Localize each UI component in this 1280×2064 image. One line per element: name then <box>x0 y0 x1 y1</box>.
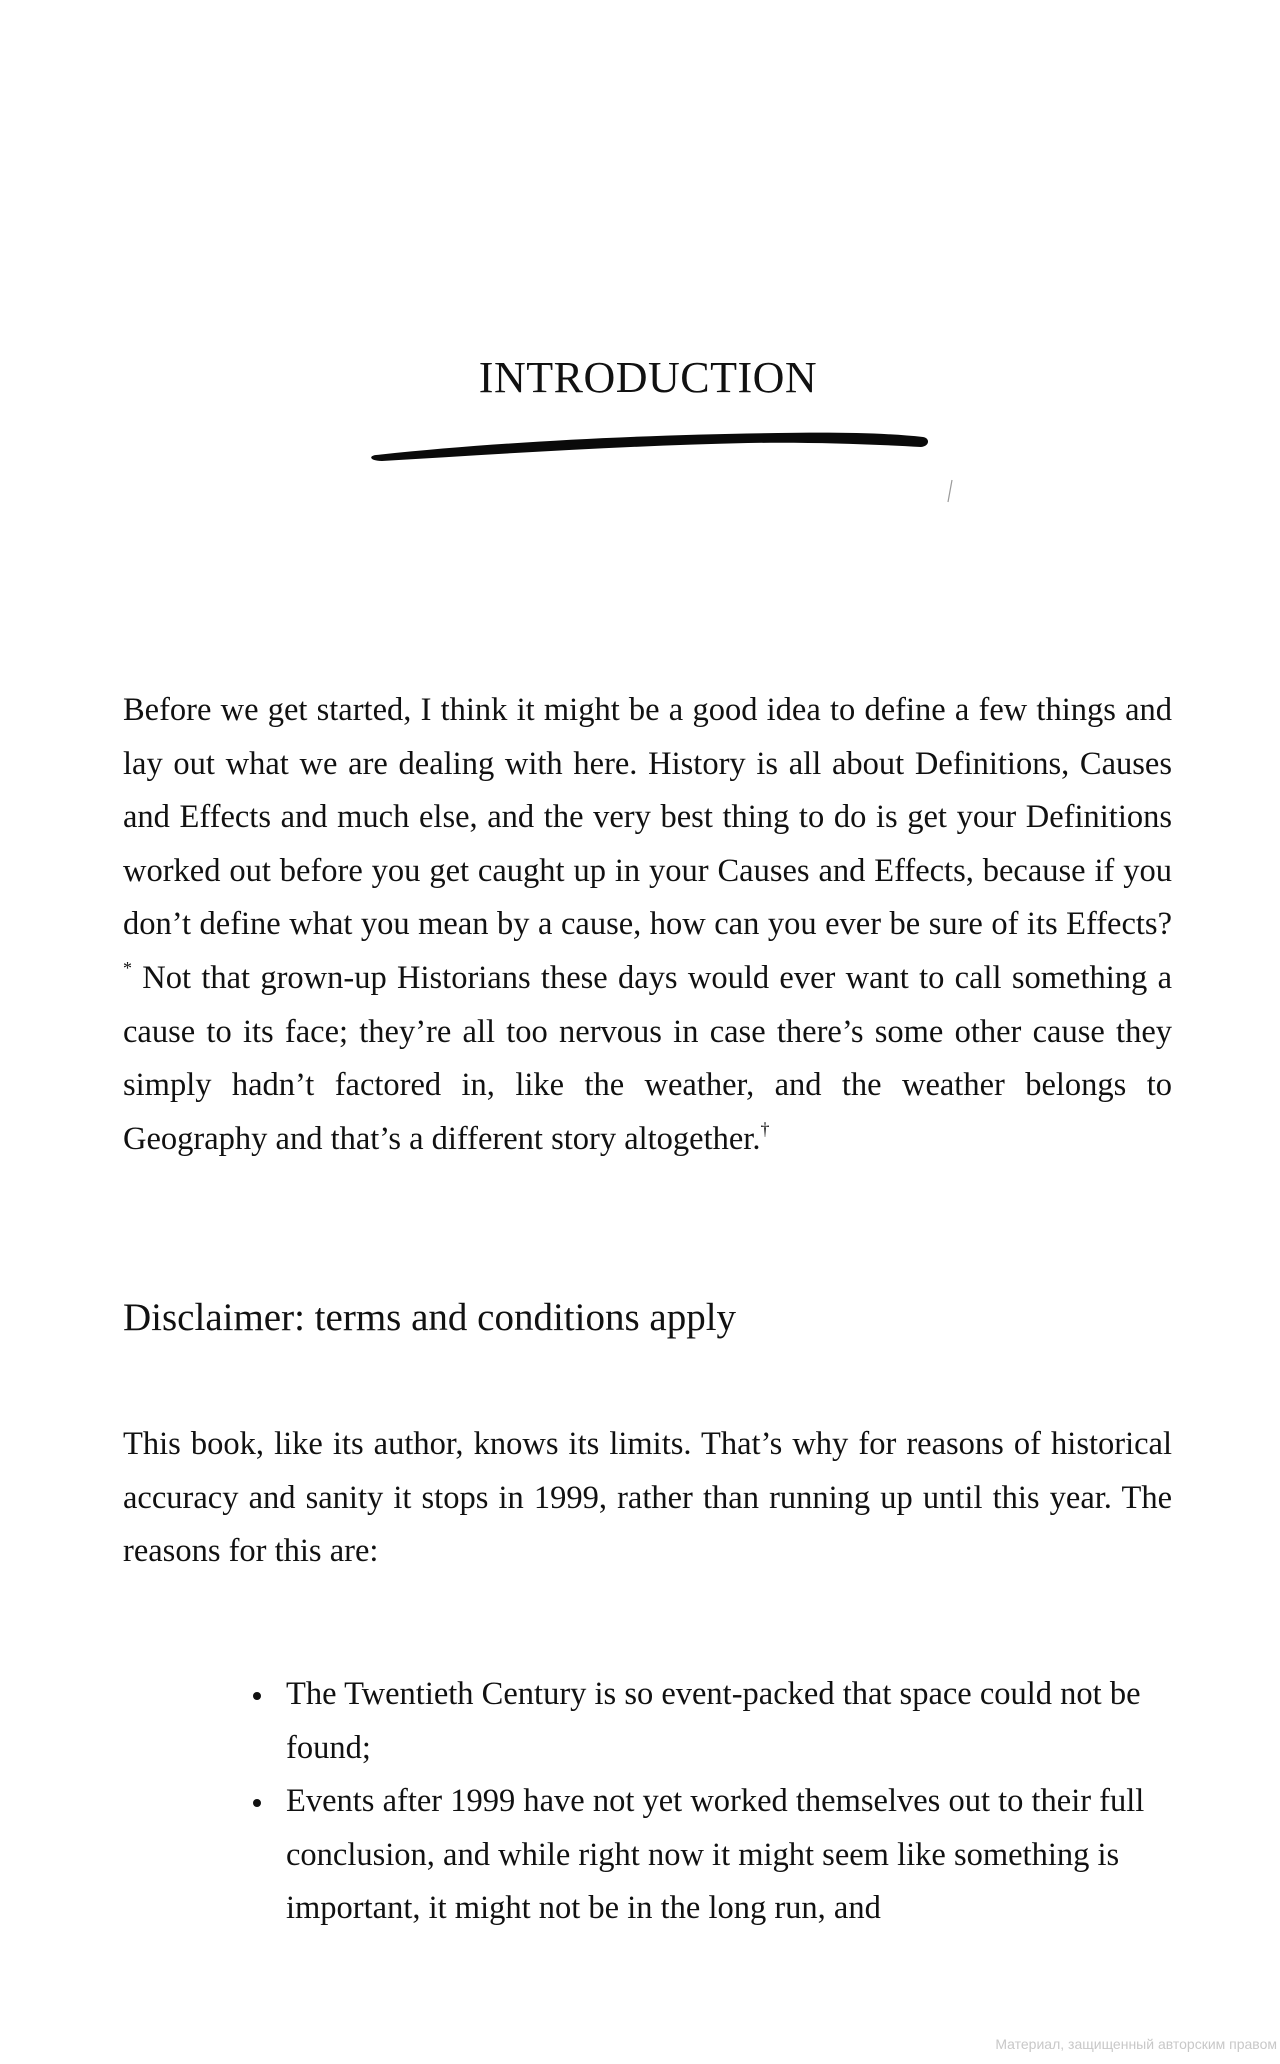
intro-paragraph-text-a: Before we get started, I think it might be a good idea to define a few things and lay out what we are dealing with here. History is all about Definitions, Causes and Effects and much else, and the very best thing to do is get your Definitions worked out before you get caught up in your Causes and Effects, because if you don’t define what you mean by a cause, how can you ever be sure of its Effects? <box>123 692 1172 943</box>
intro-paragraph <box>123 684 1172 1166</box>
chapter-title: INTRODUCTION <box>478 353 818 402</box>
disclaimer-paragraph: This book, like its author, knows its limits. That’s why for reasons of historical accuracy and sanity it stops in 1999, rather than running up until this year. The reasons for this are: <box>123 1426 1172 1570</box>
reason-text: The Twentieth Century is so event-packed that space could not be found; <box>286 1676 1141 1766</box>
footnote-marker-asterisk: * <box>123 958 132 979</box>
list-item <box>245 1668 1145 1775</box>
intro-paragraph-text-b: Not that grown-up Historians these days would ever want to call something a cause to its face; they’re all too nervous in case there’s some other cause they simply hadn’t factored in, like the weather, and the weather belongs to Geography and that’s a different story altogether. <box>123 959 1172 1157</box>
bullet-icon <box>253 1799 261 1807</box>
stray-ink-mark <box>946 478 954 504</box>
copyright-watermark: Материал, защищенный авторским правом <box>995 2036 1277 2052</box>
footnote-marker-dagger: † <box>760 1118 770 1139</box>
bullet-icon <box>253 1692 261 1700</box>
list-item <box>245 1775 1145 1936</box>
reasons-list <box>245 1668 1145 1936</box>
reason-text: Events after 1999 have not yet worked themselves out to their full conclusion, and while right now it might seem like something is important, it might not be in the long run, and <box>286 1783 1145 1927</box>
brush-stroke-divider <box>368 426 934 466</box>
disclaimer-heading: Disclaimer: terms and conditions apply <box>123 1296 737 1339</box>
